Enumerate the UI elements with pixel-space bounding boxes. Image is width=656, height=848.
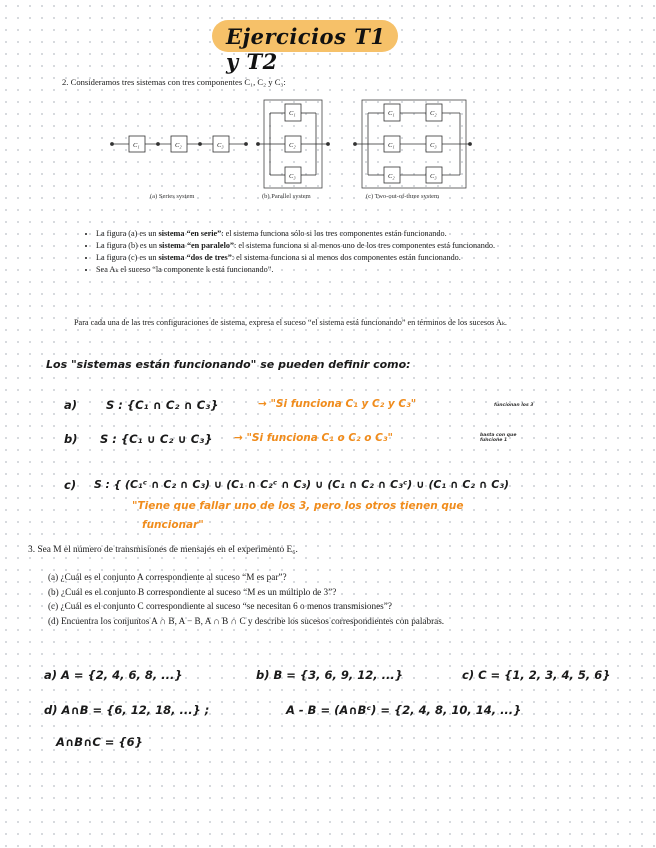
- answer-c-expression: S : { (C₁ᶜ ∩ C₂ ∩ C₃) ∪ (C₁ ∩ C₂ᶜ ∩ C₃) ∪ (C₁ ∩ C₂ ∩ C₃ᶜ) ∪ (C₁ ∩ C₂ ∩ C₃): [94, 478, 509, 491]
- caption-two-of-three: (c) Two-out-of-three system: [366, 193, 440, 200]
- page-title: Ejercicios T1 y T2: [226, 24, 386, 74]
- answer-b-expression: S : {C₁ ∪ C₂ ∪ C₃}: [100, 432, 213, 446]
- box-label: C₃: [430, 173, 437, 180]
- system-diagrams: [0, 0, 656, 220]
- answer3-a: a) A = {2, 4, 6, 8, ...}: [44, 668, 183, 682]
- problem3-intro: 3. Sea M el número de transmisiones de mensajes en el experimento E₆.: [28, 545, 298, 555]
- answer3-d-difference: A - B = (A∩Bᶜ) = {2, 4, 8, 10, 14, ...}: [286, 703, 522, 717]
- list-item: (b) ¿Cuál es el conjunto B correspondiente al suceso “M es un múltiplo de 3”?: [48, 586, 337, 597]
- answer-c-note-line2: funcionar": [142, 519, 204, 531]
- answer3-d-intersection: d) A∩B = {6, 12, 18, ...} ;: [44, 703, 210, 717]
- list-item: (c) ¿Cuál es el conjunto C correspondiente al suceso “se necesitan 6 o menos transmisiones”?: [48, 601, 392, 612]
- box-label: C₃: [430, 142, 437, 149]
- box-label: C₁: [133, 142, 140, 149]
- answer-b-label: b): [64, 432, 78, 446]
- list-item: • Sea Aₖ el suceso “la componente k está funcionando”.: [96, 265, 556, 275]
- answer-a-expression: S : {C₁ ∩ C₂ ∩ C₃}: [106, 398, 219, 412]
- box-label: C₂: [430, 110, 437, 117]
- problem2-intro: 2. Consideramos tres sistemas con tres componentes C₁, C₂ y C₃:: [62, 77, 286, 87]
- answer-a-label: a): [64, 398, 78, 412]
- problem2-question: Para cada una de las tres configuraciones de sistema, expresa el suceso “el sistema está funcionando” en términos de los sucesos Aₖ.: [74, 318, 507, 327]
- box-label: C₃: [217, 142, 224, 149]
- list-item: • La figura (c) es un sistema “dos de tres”: el sistema funciona si al menos dos componentes están funcionando.: [96, 253, 556, 263]
- list-item: (a) ¿Cuál es el conjunto A correspondiente al suceso “M es par”?: [48, 572, 287, 582]
- box-label: C₂: [289, 142, 296, 149]
- answer-a-note: → "Si funciona C₁ y C₂ y C₃": [258, 398, 417, 410]
- answer-b-small-note: basta con que funcione 1: [480, 433, 517, 443]
- answer-b-note: → "Si funciona C₁ o C₂ o C₃": [234, 432, 393, 444]
- answer2-heading: Los "sistemas están funcionando" se pueden definir como:: [46, 358, 411, 371]
- answer3-b: b) B = {3, 6, 9, 12, ...}: [256, 668, 403, 682]
- answer-c-label: c): [64, 478, 77, 492]
- list-item: • La figura (b) es un sistema “en paralelo”: el sistema funciona si al menos uno de los tres componentes está funcionando.: [96, 241, 556, 251]
- list-item: • La figura (a) es un sistema “en serie”: el sistema funciona sólo si los tres componentes están funcionando.: [96, 229, 556, 239]
- problem3-questions: [48, 570, 444, 628]
- answer3-c: c) C = {1, 2, 3, 4, 5, 6}: [462, 668, 611, 682]
- answer-a-small-note: funcionan los 3: [494, 403, 534, 408]
- two-of-three-diagram: [354, 100, 472, 188]
- box-label: C₂: [175, 142, 182, 149]
- caption-parallel: (b) Parallel system: [262, 193, 311, 200]
- box-label: C₁: [289, 110, 296, 117]
- list-item: (d) Encuentra los conjuntos A ∩ B, A − B, A ∩ B ∩ C y describe los sucesos correspondientes con palabras.: [48, 615, 445, 626]
- box-label: C₁: [388, 142, 395, 149]
- answer3-d-triple: A∩B∩C = {6}: [56, 735, 143, 749]
- box-label: C₃: [289, 173, 296, 180]
- answer-c-note-line1: "Tiene que fallar uno de los 3, pero los otros tienen que: [132, 500, 464, 512]
- box-label: C₂: [388, 173, 395, 180]
- box-label: C₁: [388, 110, 395, 117]
- definitions-list: [84, 229, 556, 277]
- caption-series: (a) Series system: [150, 193, 195, 200]
